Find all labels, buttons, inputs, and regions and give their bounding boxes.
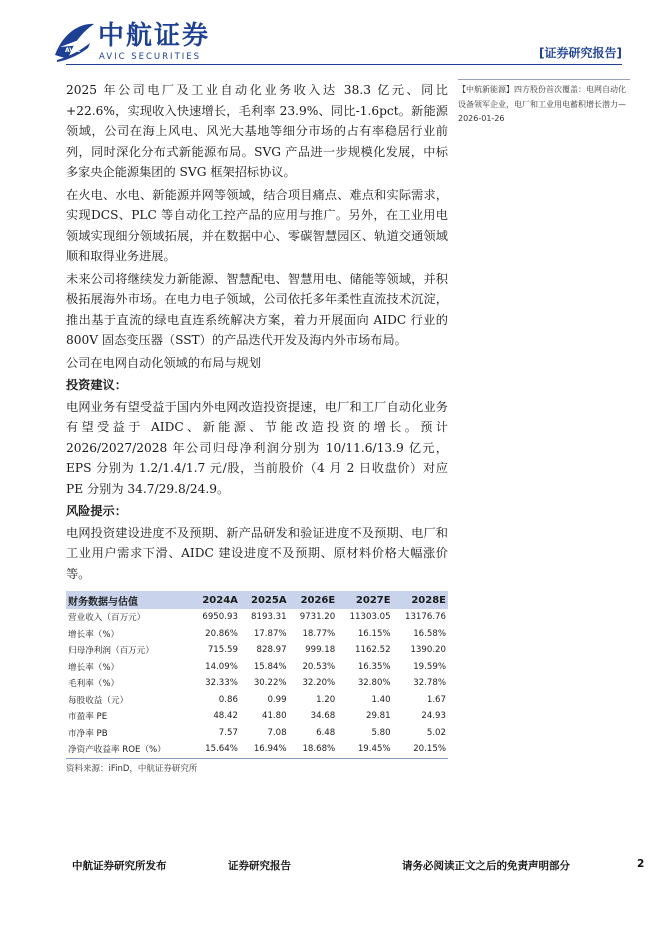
- table-cell: 41.80: [261, 711, 287, 722]
- table-cell: 14.09%: [205, 661, 238, 672]
- table-cell: 11303.05: [349, 612, 391, 623]
- table-row: [66, 659, 448, 676]
- table-cell: 48.42: [213, 711, 238, 722]
- table-cell: 16.58%: [413, 628, 446, 639]
- table-row: [66, 609, 448, 626]
- logo: [52, 21, 230, 65]
- footer-publisher: 中航证券研究所发布: [72, 860, 167, 872]
- paragraph-power-plant: 2025 年公司电厂及工业自动化业务收入达 38.3 亿元、同比+22.6%，实现收入快速增长，毛利率 23.9%、同比-1.6pct。新能源领域，公司在海上风电、风光大基地等细分市场的占有率稳居行业前列，同时深化分布式新能源布局。SVG 产品进一步规模化发展，中标多家央企能源集团的 SVG 框架招标协议。: [66, 83, 448, 179]
- table-header-cell: 2025A: [240, 591, 289, 609]
- table-cell: 18.77%: [302, 628, 336, 639]
- logo-chinese-name: 中航证券: [98, 21, 211, 51]
- table-cell: 0.86: [218, 694, 238, 705]
- table-cell: 19.59%: [413, 661, 446, 672]
- table-cell: 1162.52: [355, 645, 391, 656]
- report-type-label: [证券研究报告]: [539, 46, 622, 60]
- table-row-label: 每股收益（元）: [68, 695, 129, 706]
- table-cell: 16.15%: [357, 628, 391, 639]
- table-cell: 29.81: [365, 711, 391, 722]
- table-cell: 20.86%: [205, 628, 238, 639]
- table-cell: 7.08: [267, 727, 287, 738]
- table-row-label: 增长率（%）: [68, 629, 120, 640]
- table-row: [66, 692, 448, 709]
- table-cell: 15.64%: [191, 741, 240, 758]
- table-row-label: 市盈率 PE: [68, 712, 108, 723]
- risk-text: 电网投资建设进度不及预期、新产品研发和验证进度不及预期、电厂和工业用户需求下滑、AIDC 建设进度不及预期、原材料价格大幅涨价等。: [66, 525, 448, 581]
- table-body: [66, 609, 448, 758]
- table-cell: 1.20: [316, 694, 336, 705]
- risk-heading: 风险提示：: [66, 504, 127, 518]
- table-row: [66, 675, 448, 692]
- table-row-label: 净资产收益率 ROE（%）: [66, 741, 191, 758]
- table-row-label: 增长率（%）: [68, 662, 120, 673]
- table-header-cell: 2027E: [337, 591, 392, 609]
- table-cell: 828.97: [256, 645, 287, 656]
- table-row-label: 毛利率（%）: [68, 679, 120, 690]
- table-cell: 6.48: [316, 727, 336, 738]
- table-cell: 9731.20: [299, 612, 336, 623]
- table-row: [66, 626, 448, 643]
- table-cell: 30.22%: [253, 678, 287, 689]
- table-header-cell: 财务数据与估值: [66, 591, 191, 609]
- header-divider: [66, 64, 622, 65]
- table-row: [66, 642, 448, 659]
- table-cell: 19.45%: [337, 741, 392, 758]
- table-cell: 0.99: [267, 694, 287, 705]
- table-cell: 15.84%: [253, 661, 287, 672]
- table-cell: 1.67: [426, 694, 446, 705]
- related-report-link[interactable]: 【中航新能源】四方股份首次覆盖：电网自动化设备领军企业，电厂和工业用电蓄积增长潜力—2026-01-26: [458, 85, 626, 123]
- table-row: [66, 741, 448, 758]
- table-cell: 18.68%: [289, 741, 338, 758]
- table-cell: 32.20%: [302, 678, 336, 689]
- financial-table: [66, 591, 448, 759]
- investment-advice-heading: 投资建议：: [66, 378, 127, 392]
- table-header-cell: 2026E: [289, 591, 338, 609]
- table-cell: 24.93: [421, 711, 446, 722]
- table-cell: 1.40: [371, 694, 391, 705]
- table-cell: 8193.31: [251, 612, 287, 623]
- table-cell: 34.68: [310, 711, 336, 722]
- logo-badge-text: AVIC: [65, 47, 81, 54]
- table-cell: 5.02: [426, 727, 446, 738]
- table-cell: 16.35%: [357, 661, 391, 672]
- table-cell: 715.59: [207, 645, 238, 656]
- table-cell: 32.33%: [205, 678, 238, 689]
- table-cell: 32.80%: [357, 678, 391, 689]
- table-cell: 5.80: [371, 727, 391, 738]
- grid-automation-subheading: 公司在电网自动化领域的布局与规划: [66, 355, 261, 370]
- table-cell: 17.87%: [253, 628, 287, 639]
- avic-plane-logo-icon: [52, 21, 96, 63]
- table-source-note: 资料来源：iFinD，中航证券研究所: [66, 763, 198, 774]
- table-row: [66, 708, 448, 725]
- table-header-cell: 2028E: [393, 591, 448, 609]
- table-cell: 999.18: [305, 645, 336, 656]
- footer-disclaimer: 请务必阅读正文之后的免责声明部分: [402, 860, 570, 872]
- table-cell: 7.57: [218, 727, 238, 738]
- table-header-row: [66, 591, 448, 609]
- paragraph-automation: 在火电、水电、新能源并网等领域，结合项目痛点、难点和实际需求，实现DCS、PLC 等自动化工控产品的应用与推广。另外，在工业用电领域实现细分领域拓展，并在数据中心、零碳智慧园区、轨道交通领域顺和取得业务进展。: [66, 187, 448, 263]
- related-reports-sidebar: [458, 79, 630, 127]
- table-row-label: 市净率 PB: [68, 728, 108, 739]
- paragraph-outlook: 未来公司将继续发力新能源、智慧配电、智慧用电、储能等领域，并积极拓展海外市场。在电力电子领域，公司依托多年柔性直流技术沉淀，推出基于直流的绿电直连系统解决方案，着力开展面向 AIDC 行业的 800V 固态变压器（SST）的产品迭代开发及海内外市场布局。: [66, 271, 448, 347]
- table-cell: 13176.76: [404, 612, 446, 623]
- table-row-label: 营业收入（百万元）: [68, 613, 146, 624]
- table-cell: 1390.20: [410, 645, 446, 656]
- table-cell: 20.53%: [302, 661, 336, 672]
- table-row: [66, 725, 448, 742]
- investment-advice-text: 电网业务有望受益于国内外电网改造投资提速，电厂和工厂自动化业务有望受益于 AIDC、新能源、节能改造投资的增长。预计 2026/2027/2028 年公司归母净利润分别为 10/11.6/13.9 亿元，EPS 分别为 1.2/1.4/1.7 元/股，当前股价（4 月 2 日收盘价）对应 PE 分别为 34.7/29.8/24.9。: [66, 399, 448, 496]
- table-cell: 20.15%: [393, 741, 448, 758]
- table-cell: 16.94%: [240, 741, 289, 758]
- table-cell: 32.78%: [413, 678, 446, 689]
- main-content: [66, 80, 448, 774]
- table-cell: 6950.93: [202, 612, 238, 623]
- table-header-cell: 2024A: [191, 591, 240, 609]
- footer-report-type: 证券研究报告: [228, 860, 291, 872]
- logo-english-name: AVIC SECURITIES: [99, 52, 202, 62]
- table-row-label: 归母净利润（百万元）: [68, 646, 154, 657]
- page-number: 2: [637, 858, 645, 870]
